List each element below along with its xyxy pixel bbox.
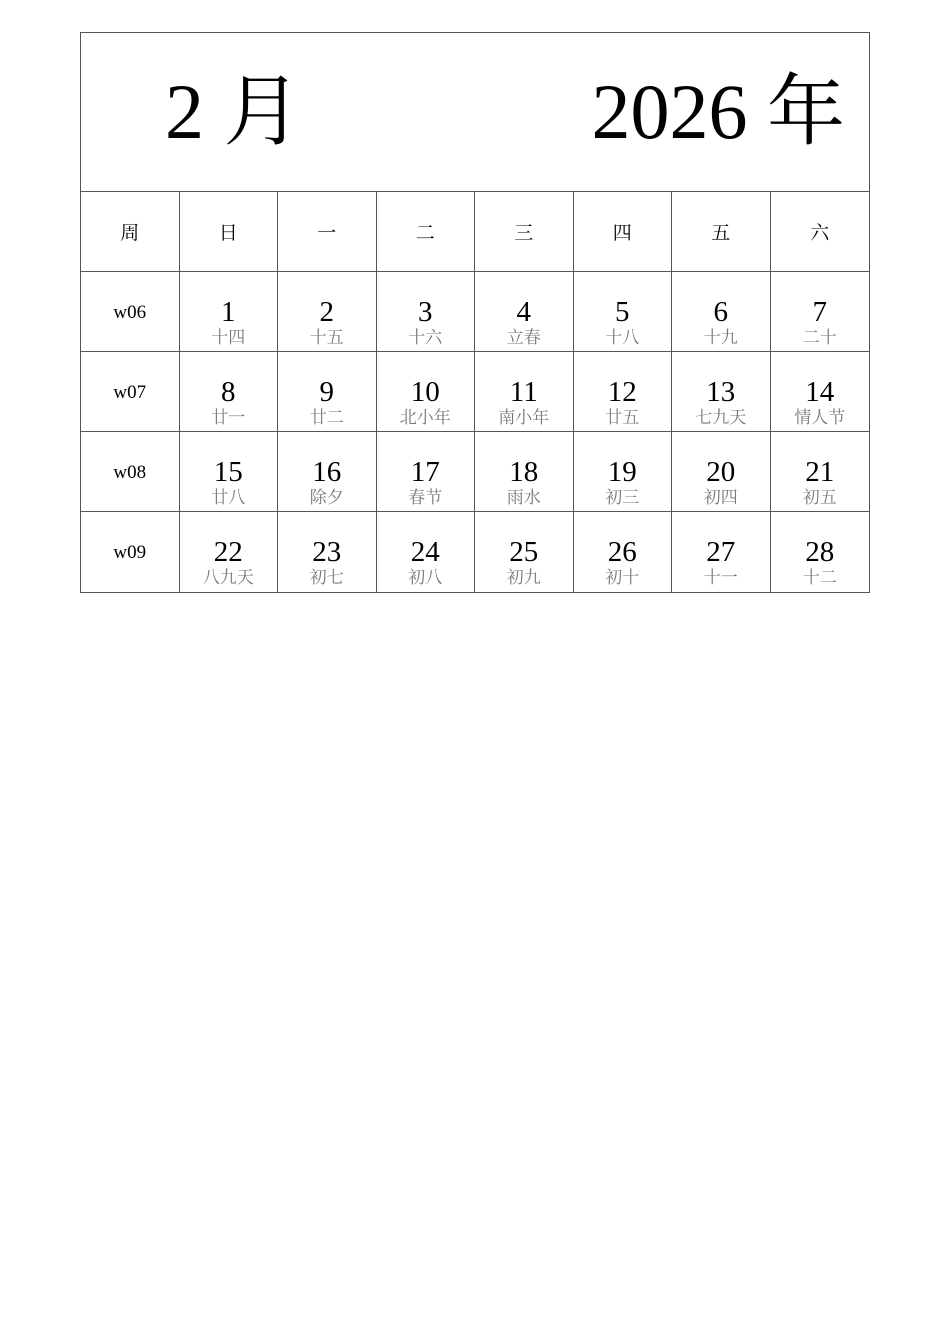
week-number-cell <box>81 352 180 432</box>
day-cell <box>574 272 673 352</box>
year-title: 2026 年 <box>591 68 845 155</box>
day-cell <box>180 352 279 432</box>
day-cell <box>771 432 870 512</box>
day-number: 20 <box>706 456 736 488</box>
lunar-date: 十一 <box>703 568 738 588</box>
day-cell <box>672 352 771 432</box>
day-number: 14 <box>805 376 835 408</box>
day-cell <box>475 432 574 512</box>
day-number: 27 <box>706 536 736 568</box>
day-number: 18 <box>509 456 539 488</box>
lunar-date: 初五 <box>802 488 837 508</box>
lunar-date: 廿二 <box>309 408 344 428</box>
day-cell <box>672 272 771 352</box>
week-number-cell <box>81 512 180 592</box>
day-number: 9 <box>319 376 334 408</box>
day-cell <box>771 272 870 352</box>
day-cell <box>180 512 279 592</box>
week-number: w09 <box>113 542 147 563</box>
day-number: 11 <box>509 376 538 408</box>
lunar-date: 初九 <box>506 568 541 588</box>
day-cell <box>771 352 870 432</box>
day-number: 3 <box>418 296 433 328</box>
weekday-header-tue: 二 <box>377 192 476 272</box>
day-cell <box>278 512 377 592</box>
lunar-date: 十八 <box>605 328 640 348</box>
day-cell <box>475 352 574 432</box>
day-cell <box>377 432 476 512</box>
day-number: 13 <box>706 376 736 408</box>
lunar-date: 廿八 <box>211 488 246 508</box>
lunar-date: 十六 <box>408 328 443 348</box>
calendar <box>80 32 870 593</box>
lunar-date: 七九天 <box>695 408 747 428</box>
day-number: 12 <box>607 376 637 408</box>
week-number: w06 <box>113 302 147 323</box>
day-number: 26 <box>607 536 637 568</box>
day-number: 5 <box>615 296 630 328</box>
lunar-date: 二十 <box>802 328 837 348</box>
lunar-date: 南小年 <box>498 408 550 428</box>
day-number: 16 <box>312 456 342 488</box>
lunar-date: 初十 <box>605 568 640 588</box>
lunar-date: 十五 <box>309 328 344 348</box>
lunar-date: 雨水 <box>506 488 541 508</box>
weekday-header-week: 周 <box>81 192 180 272</box>
day-cell <box>180 432 279 512</box>
day-cell <box>377 512 476 592</box>
calendar-header <box>81 33 869 192</box>
lunar-date: 初三 <box>605 488 640 508</box>
day-number: 23 <box>312 536 342 568</box>
day-cell <box>278 432 377 512</box>
day-number: 7 <box>812 296 827 328</box>
day-number: 24 <box>410 536 440 568</box>
day-cell <box>574 352 673 432</box>
day-cell <box>672 432 771 512</box>
lunar-date: 十九 <box>703 328 738 348</box>
day-number: 1 <box>221 296 236 328</box>
day-cell <box>278 352 377 432</box>
lunar-date: 十二 <box>802 568 837 588</box>
day-cell <box>278 272 377 352</box>
weekday-header-sun: 日 <box>180 192 279 272</box>
day-cell <box>771 512 870 592</box>
lunar-date: 春节 <box>408 488 443 508</box>
week-number-cell <box>81 432 180 512</box>
lunar-date: 廿五 <box>605 408 640 428</box>
lunar-date: 八九天 <box>202 568 254 588</box>
lunar-date: 立春 <box>506 328 541 348</box>
day-number: 21 <box>805 456 835 488</box>
day-number: 4 <box>516 296 531 328</box>
day-number: 17 <box>410 456 440 488</box>
day-number: 22 <box>213 536 243 568</box>
day-number: 2 <box>319 296 334 328</box>
lunar-date: 情人节 <box>794 408 846 428</box>
weekday-header-wed: 三 <box>475 192 574 272</box>
day-cell <box>672 512 771 592</box>
weekday-header-fri: 五 <box>672 192 771 272</box>
day-number: 25 <box>509 536 539 568</box>
day-cell <box>475 512 574 592</box>
weekday-header-thu: 四 <box>574 192 673 272</box>
lunar-date: 初七 <box>309 568 344 588</box>
lunar-date: 十四 <box>211 328 246 348</box>
lunar-date: 北小年 <box>399 408 451 428</box>
month-title: 2 月 <box>165 68 302 155</box>
lunar-date: 除夕 <box>309 488 344 508</box>
day-cell <box>475 272 574 352</box>
lunar-date: 初八 <box>408 568 443 588</box>
day-number: 10 <box>410 376 440 408</box>
week-number: w07 <box>113 382 147 403</box>
day-cell <box>180 272 279 352</box>
day-cell <box>377 352 476 432</box>
day-number: 6 <box>713 296 728 328</box>
day-cell <box>574 432 673 512</box>
day-number: 28 <box>805 536 835 568</box>
day-number: 15 <box>213 456 243 488</box>
day-number: 19 <box>607 456 637 488</box>
week-number: w08 <box>113 462 147 483</box>
day-number: 8 <box>221 376 236 408</box>
lunar-date: 初四 <box>703 488 738 508</box>
week-number-cell <box>81 272 180 352</box>
day-cell <box>574 512 673 592</box>
day-cell <box>377 272 476 352</box>
weekday-header-mon: 一 <box>278 192 377 272</box>
calendar-grid <box>81 192 869 592</box>
lunar-date: 廿一 <box>211 408 246 428</box>
weekday-header-sat: 六 <box>771 192 870 272</box>
